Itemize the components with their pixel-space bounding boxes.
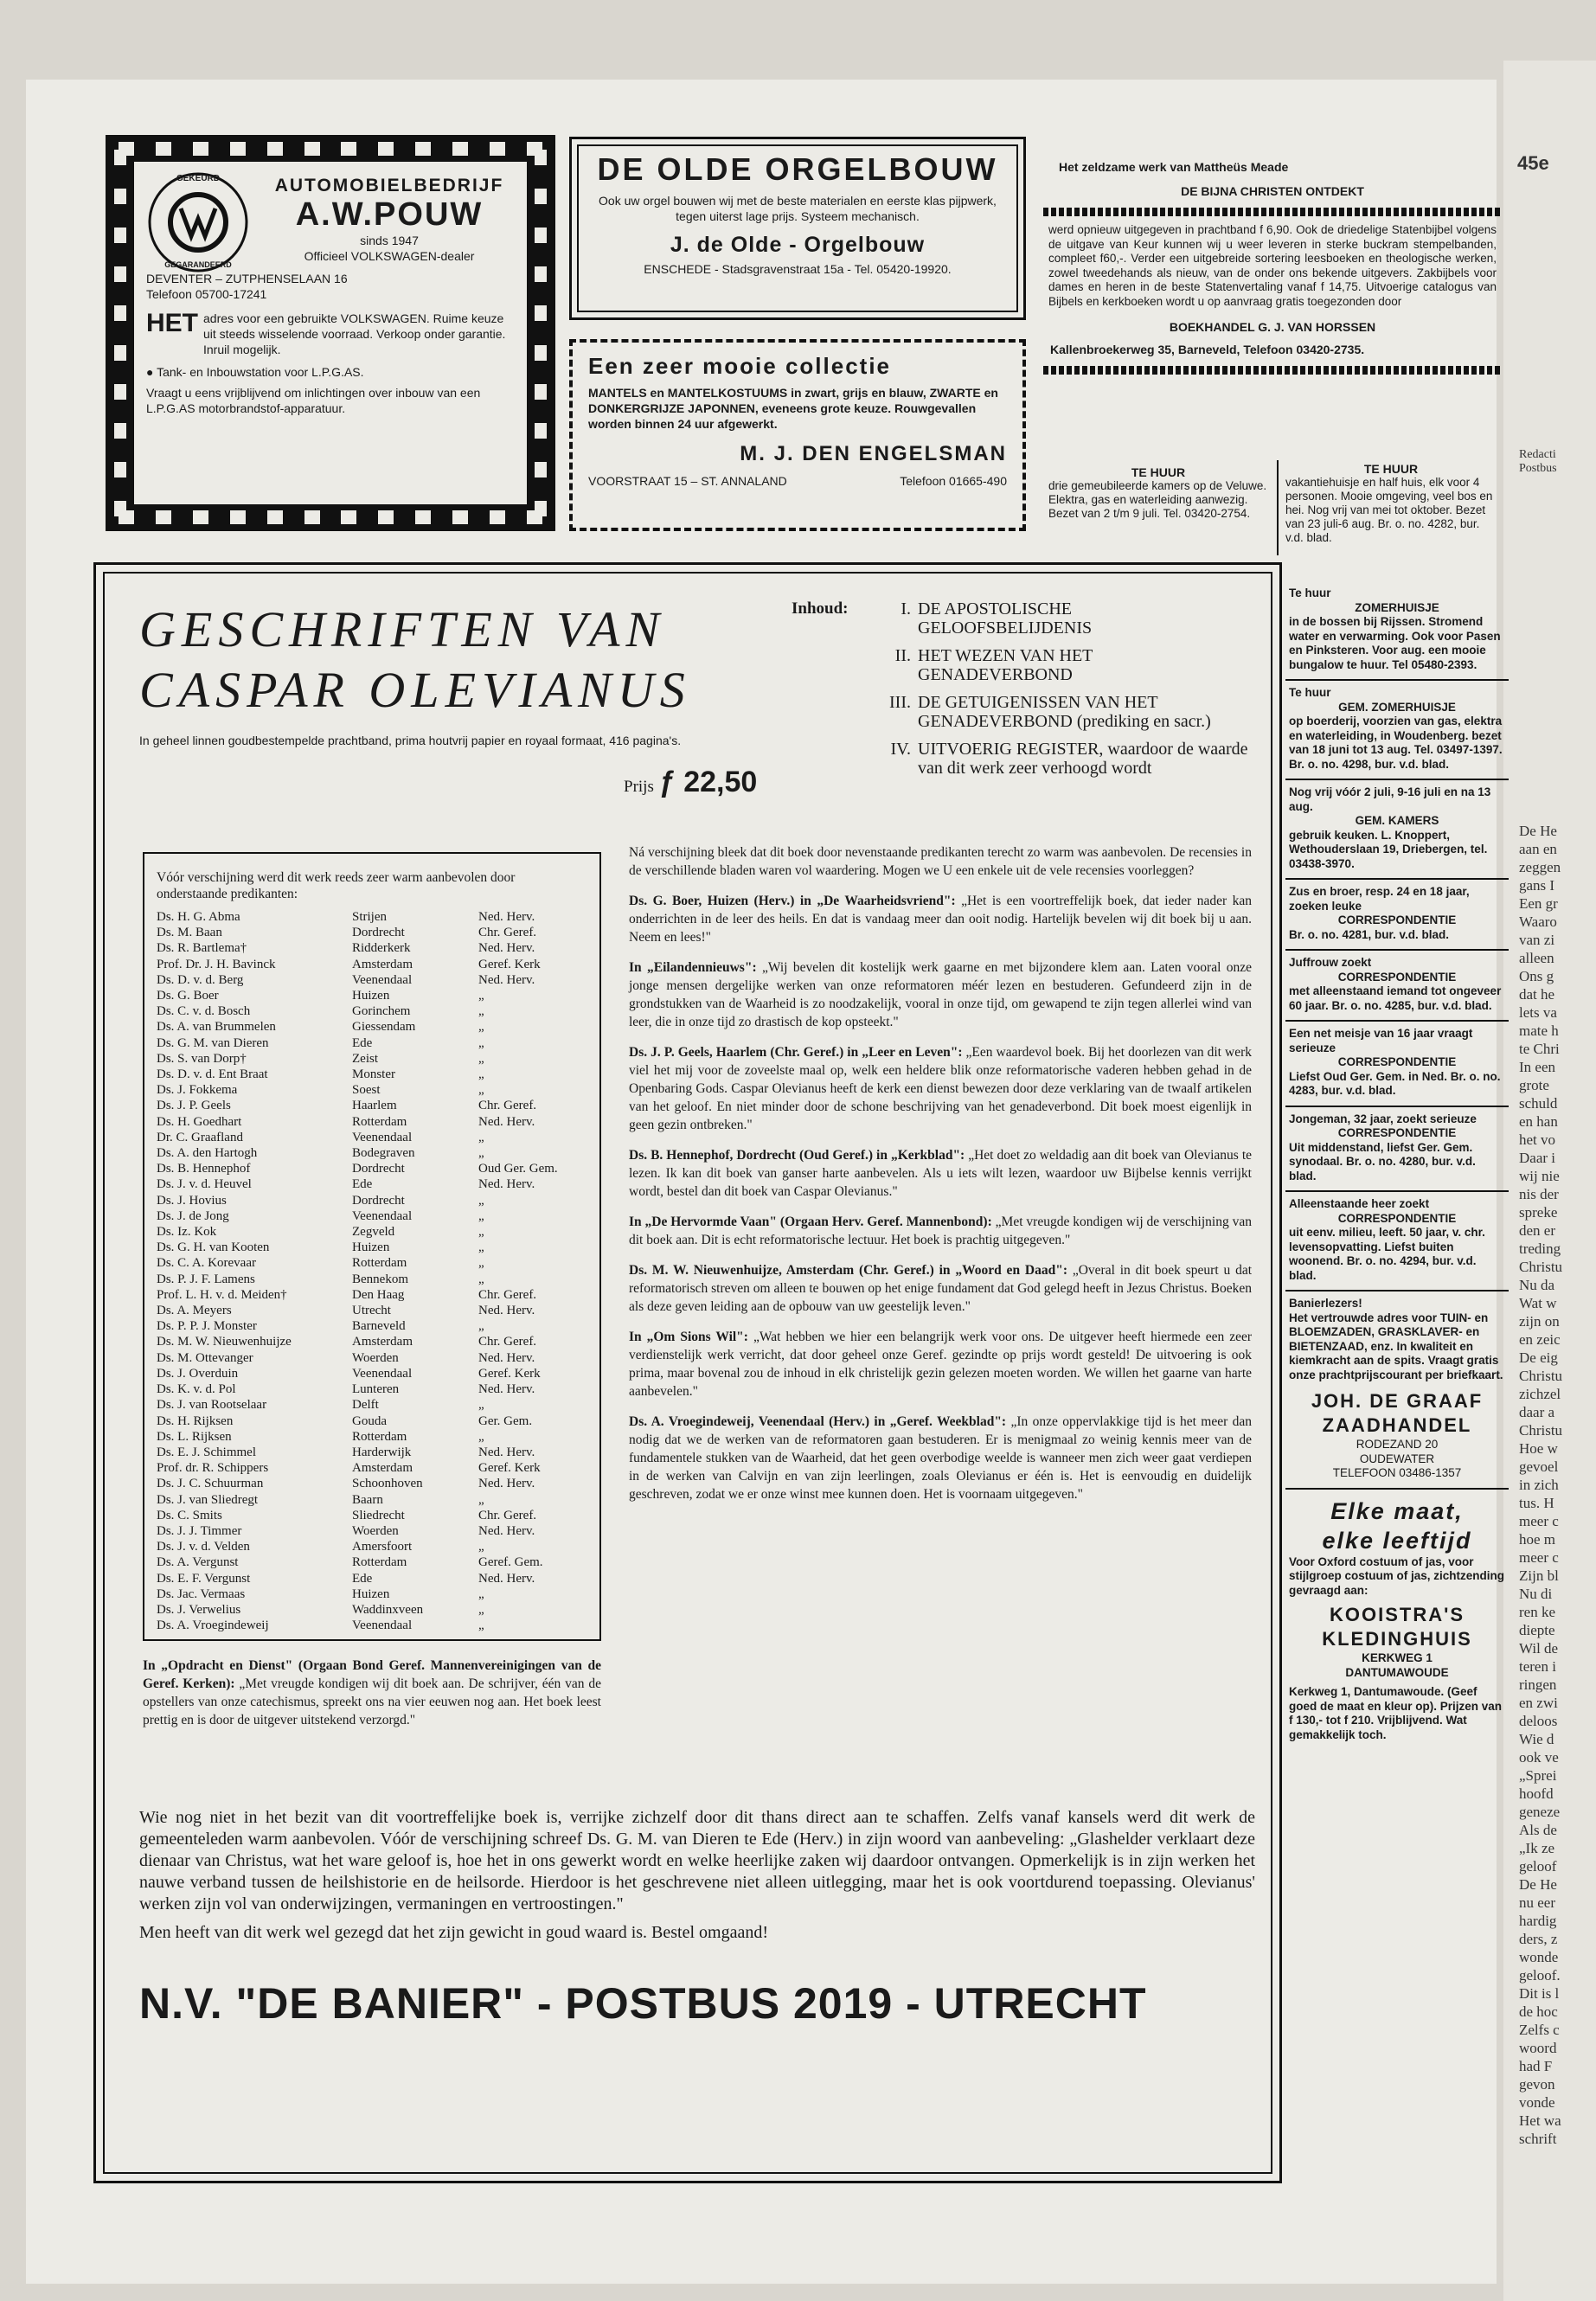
side-ad-kooistra: Elke maat, elke leeftijd Voor Oxford costuum of jas, voor stijlgroep costuum of jas, zichtzending gevraagd aan: KOOISTRA'S KLEDINGHUIS KERKWEG 1 DANTUMAWOUDE Kerkweg 1, Dantumawoude. (Geef goed de maat en kleur op). Prijzen van f 130,- tot f 210. Vrijblijvend. Wat gemakkelijk toch. [1289,1497,1505,1741]
tehuur2-text: vakantiehuisje en half huis, elk voor 4 personen. Mooie omgeving, veel bos en hei. Nog vrij van mei tot oktober. Bezet van 23 juli-6 aug. Br. o. no. 4282, bur. v.d. blad. [1285,476,1493,544]
table-row: Ds. A. Vergunst Rotterdam Geref. Gem. [157,1555,543,1570]
fragment-line: teren i [1519,1658,1556,1675]
table-row: Ds. L. Rijksen Rotterdam „ [157,1429,484,1444]
side-ad-zomerhuisje: Te huur ZOMERHUISJE in de bossen bij Rijssen. Stromend water en verwarming. Ook voor Pasen en Pinksteren. Voor aug. een mooie bungalow te huur. Tel 05480-2393. [1285,581,1509,681]
table-row: Ds. D. v. d. Ent Braat Monster „ [157,1067,484,1082]
table-row: Ds. Jac. Vermaas Huizen „ [157,1586,484,1601]
olde-address: ENSCHEDE - Stadsgravenstraat 15a - Tel. 05420-19920. [644,262,952,276]
vw-logo: GEKEURD GEGARANDEERD [146,170,250,274]
reviews-intro: Ná verschijning bleek dat dit boek door nevenstaande predikanten terecht zo warm was aanbevolen. De recensies in de verschillende bladen waren vol waardering. Mogen we U een enkele uit de vele recensies voorleggen? [629,845,1252,878]
pouw-info: Vraagt u eens vrijblijvend om inlichtingen over inbouw van een L.P.G.AS motorbrandstof-apparatuur. [146,386,481,415]
inhoud: Inhoud: I. DE APOSTOLISCHE GELOOFSBELIJDENIS II. HET WEZEN VAN HET GENADEVERBOND III. DE GETUIGENISSEN VAN HET GENADEVERBOND (prediking en sacr.) IV. UITVOERIG REGISTER, waardoor de waarde van dit werk zeer verhoogd wordt [792,599,1250,786]
tehuur1-text: drie gemeubileerde kamers op de Veluwe. Elektra, gas en waterleiding aanwezig. Bezet van 2 t/m 9 juli. Tel. 03420-2754. [1048,479,1267,520]
fragment-line: geloof. [1519,1967,1561,1984]
fragment-line: Daar i [1519,1150,1556,1166]
main-title-line2: CASPAR OLEVIANUS [139,662,691,718]
fragment-line: geloof [1519,1858,1557,1875]
predikanten-intro: Vóór verschijning werd dit werk reeds zeer warm aanbevolen door onderstaande predikanten: [157,870,516,901]
fragment-line: Dit is l [1519,1985,1560,2002]
fragment-line: had F [1519,2058,1553,2074]
table-row: Ds. G. M. van Dieren Ede „ [157,1035,484,1050]
ad-engelsman [569,339,1026,531]
fragment-line: Het wa [1519,2112,1561,2129]
fragment-line: De eig [1519,1349,1558,1366]
fragment-line: Christu [1519,1422,1563,1439]
table-row: Ds. M. Baan Dordrecht Chr. Geref. [157,926,537,940]
table-row: Ds. J. Hovius Dordrecht „ [157,1193,484,1208]
table-row: Ds. C. v. d. Bosch Gorinchem „ [157,1004,484,1019]
pouw-name: A.W.POUW [295,196,484,233]
pouw-het: HET [146,309,198,337]
pouw-het-text: adres voor een gebruikte VOLKSWAGEN. Ruime keuze uit steeds wisselende voorraad. Verkoop onder garantie. Inruil mogelijk. [203,311,506,356]
next-page-text-fragments [1519,822,1562,2148]
engelsman-text: MANTELS en MANTELKOSTUUMS in zwart, grijs en blauw, ZWARTE en DONKERGRIJZE JAPONNEN, eveneens grote keuze. Rouwgevallen worden binnen 24 uur afgewerkt. [588,386,998,431]
table-row: Ds. P. P. J. Monster Barneveld „ [157,1319,484,1334]
ad-tehuur-1 [1043,464,1273,550]
side-ad-corr4: Jongeman, 32 jaar, zoekt serieuze CORRESPONDENTIE Uit middenstand, liefst Ger. Gem. synodaal. Br. o. no. 4280, bur. v.d. blad. [1285,1107,1509,1193]
table-row: Ds. P. J. F. Lamens Bennekom „ [157,1272,484,1286]
review-item: In „Om Sions Wil": „Wat hebben we hier een belangrijk werk voor ons. De uitgever heeft hiermede een zeer verdienstelijk werk verricht, dat door geheel onze Geref. gezindte op prijs wordt gesteld! De uitvoering is ook prima, maar bovenal zou de inhoud in elk christelijk gezin gelezen moeten worden. We willen het gaarne van harte aanbevelen." [629,1330,1252,1399]
fragment-line: Nu da [1519,1277,1555,1293]
table-row: Ds. H. Goedhart Rotterdam Ned. Herv. [157,1114,535,1129]
fragment-line: nis der [1519,1186,1559,1202]
fragment-line: ringen [1519,1676,1557,1693]
fragment-line: ook ve [1519,1749,1559,1766]
next-page-edge [1503,61,1596,2301]
fragment-line: lets va [1519,1004,1557,1021]
side-ad-kamers: Nog vrij vóór 2 juli, 9-16 juli en na 13 aug. GEM. KAMERS gebruik keuken. L. Knoppert, Wethouderslaan 19, Driebergen, tel. 03438-3970. [1285,780,1509,880]
fragment-line: den er [1519,1222,1556,1239]
main-title-line1: GESCHRIFTEN VAN [139,601,666,657]
table-row: Ds. M. Ottevanger Woerden Ned. Herv. [157,1350,535,1365]
table-row: Ds. G. H. van Kooten Huizen „ [157,1240,484,1255]
predikanten-box [143,852,601,1641]
table-row: Ds. E. F. Vergunst Ede Ned. Herv. [157,1571,535,1586]
table-row: Ds. A. Meyers Utrecht Ned. Herv. [157,1304,535,1318]
side-ad-corr3: Een net meisje van 16 jaar vraagt serieuze CORRESPONDENTIE Liefst Oud Ger. Gem. in Ned. Br. o. no. 4283, bur. v.d. blad. [1285,1022,1509,1107]
fragment-line: alleen [1519,950,1554,966]
fragment-line: nu eer [1519,1894,1556,1911]
fragment-line: en zeic [1519,1331,1561,1348]
reviews-column [629,843,1252,1516]
fragment-line: gans I [1519,877,1555,894]
fragment-line: deloos [1519,1713,1558,1729]
table-row: Ds. J. P. Geels Haarlem Chr. Geref. [157,1099,537,1113]
fragment-line: schuld [1519,1095,1558,1112]
table-row: Ds. J. Overduin Veenendaal Geref. Kerk [157,1366,541,1381]
predikanten-table [157,909,561,1633]
table-row: Ds. J. de Jong Veenendaal „ [157,1208,484,1223]
fragment-line: woord [1519,2040,1557,2056]
meade-text: werd opnieuw uitgegeven in prachtband f 6,90. Ook de driedelige Statenbijbel volgens de uitgave van Keur kunnen wij u weer leveren in sterke buckram stempelbanden, compleet f60,-. Verder een uitgebreide sortering leesboeken en theologische werken, zowel tweedehands als nieuw, van de onder ons bekende uitgevers. Zakbijbels voor dames en heren in de beste Statenvertaling vanaf f 14,75. Uitvoerige catalogus van Bijbels en kerkboeken wordt u op aanvraag gratis toegezonden door [1048,223,1497,308]
fragment-line: mate h [1519,1022,1559,1039]
ad-pouw [106,135,555,531]
table-row: Ds. J. v. d. Heuvel Ede Ned. Herv. [157,1177,535,1192]
fragment-line: Christu [1519,1368,1563,1384]
pouw-title: AUTOMOBIELBEDRIJF [274,176,504,195]
fragment-line: Christu [1519,1259,1563,1275]
table-row: Ds. J. J. Timmer Woerden Ned. Herv. [157,1523,535,1538]
fragment-line: Hoe w [1519,1440,1558,1457]
inhoud-item: III. DE GETUIGENISSEN VAN HET GENADEVERBOND (prediking en sacr.) [889,693,1211,731]
fragment-line: en zwi [1519,1695,1558,1711]
fragment-line: grote [1519,1077,1549,1093]
fragment-line: schrift [1519,2131,1557,2147]
fragment-line: dat he [1519,986,1555,1003]
tehuur2-title: TE HUUR [1363,462,1419,476]
tehuur1-title: TE HUUR [1131,465,1186,479]
fragment-line: wonde [1519,1949,1559,1965]
table-row: Dr. C. Graafland Veenendaal „ [157,1130,484,1144]
fragment-line: in zich [1519,1477,1559,1493]
fragment-line: daar a [1519,1404,1555,1420]
table-row: Ds. Iz. Kok Zegveld „ [157,1225,484,1240]
olde-title: DE OLDE ORGELBOUW [597,151,998,187]
fragment-line: Wil de [1519,1640,1559,1657]
inhoud-item: IV. UITVOERIG REGISTER, waardoor de waarde van dit werk zeer verhoogd wordt [890,740,1248,778]
fragment-line: Een gr [1519,895,1558,912]
publisher-footer: N.V. "DE BANIER" - POSTBUS 2019 - UTRECHT [139,1979,1147,2028]
pouw-address: DEVENTER – ZUTPHENSELAAN 16 [146,272,348,285]
table-row: Ds. S. van Dorp† Zeist „ [157,1051,484,1066]
review-left: In „Opdracht en Dienst" (Orgaan Bond Geref. Mannenvereinigingen van de Geref. Kerken): „Met vreugde kondigen wij dit boek aan. De schrijver, één van de opstellers van onze catechismus, spreekt ons na vier eeuwen nog aan. Het boek leest prettig en is door de uitgever uitstekend verzorgd." [143,1658,601,1727]
pouw-since: sinds 1947 [360,234,419,247]
side-ad-kamer: Te huur GEM. ZOMERHUISJE op boerderij, voorzien van gas, elektra en waterleiding, in Woudenberg. bezet van 18 juni tot 13 aug. Tel. 03497-1397. Br. o. no. 4298, bur. v.d. blad. [1285,681,1509,780]
inhoud-item: II. HET WEZEN VAN HET GENADEVERBOND [894,646,1093,684]
main-subtitle: In geheel linnen goudbestempelde prachtband, prima houtvrij papier en royaal formaat, 416 pagina's. [139,734,682,747]
fragment-line: de hoc [1519,2003,1558,2020]
fragment-line: meer c [1519,1549,1559,1566]
table-row: Ds. A. van Brummelen Giessendam „ [157,1020,484,1035]
table-row: Ds. M. W. Nieuwenhuijze Amsterdam Chr. Geref. [157,1335,537,1349]
fragment-line: Zijn bl [1519,1567,1559,1584]
table-row: Prof. dr. R. Schippers Amsterdam Geref. Kerk [157,1461,541,1476]
fragment-line: wij nie [1519,1168,1560,1184]
fragment-line: tus. H [1519,1495,1554,1511]
table-row: Ds. G. Boer Huizen „ [157,989,484,1003]
review-item: Ds. J. P. Geels, Haarlem (Chr. Geref.) in „Leer en Leven": „Een waardevol boek. Bij het doorlezen van dit werk viel het mij voor de zoveelste maal op, welk een heldere blik onze reformatorische vaderen hebben gehad in de Openbaring Gods. Caspar Olevianus heeft de kerk een dienst bewezen door deze verklaring van de twaalf artikelen van het geloof. En niet minder door de schone beschrijving van het genadeverbond. Dit boek moest eigenlijk in geen gezin ontbreken." [629,1045,1252,1132]
pouw-station: ● Tank- en Inbouwstation voor L.P.G.AS. [146,365,364,379]
table-row: Ds. J. v. d. Velden Amersfoort „ [157,1540,484,1554]
olde-text: Ook uw orgel bouwen wij met de beste materialen en eerste klas pijpwerk, tegen uiterst lage prijs. Systeem mechanisch. [599,194,997,223]
fragment-line: ren ke [1519,1604,1556,1620]
fragment-line: De He [1519,823,1557,839]
table-row: Ds. J. Verwelius Waddinxveen „ [157,1602,484,1617]
fragment-line: De He [1519,1876,1557,1893]
fragment-line: geneze [1519,1804,1561,1820]
table-row: Ds. D. v. d. Berg Veenendaal Ned. Herv. [157,972,535,987]
fragment-line: Zelfs c [1519,2022,1560,2038]
engelsman-name: M. J. DEN ENGELSMAN [740,442,1007,465]
table-row: Ds. J. C. Schuurman Schoonhoven Ned. Herv. [157,1477,535,1491]
fragment-line: hoe m [1519,1531,1556,1548]
review-item: Ds. B. Hennephof, Dordrecht (Oud Geref.) in „Kerkblad": „Het doet zo weldadig aan dit boek van Olevianus te lezen. Ik kan dit boek van ganser harte aanbevelen. Als u iets wilt lezen, waardoor uw Bijbelse kennis verrijkt wordt, bestel dan dit boek van Caspar Olevianus." [629,1148,1252,1199]
fragment-line: zijn on [1519,1313,1560,1330]
side-ad-graaf: Banierlezers! Het vertrouwde adres voor TUIN- en BLOEMZADEN, GRASKLAVER- en BIETENZAAD, enz. In kwaliteit en kiemkracht aan de spits. Vraagt gratis onze prachtprijscourant per briefkaart. JOH. DE GRAAF ZAADHANDEL RODEZAND 20 OUDEWATER TELEFOON 03486-1357 [1285,1292,1509,1490]
fragment-line: spreke [1519,1204,1558,1221]
fragment-line: Nu di [1519,1586,1553,1602]
table-row: Ds. C. A. Korevaar Rotterdam „ [157,1256,484,1271]
fragment-line: Ons g [1519,968,1554,984]
fragment-line: het vo [1519,1131,1556,1148]
fragment-line: diepte [1519,1622,1555,1638]
fragment-line: „Ik ze [1519,1840,1555,1856]
review-item: Ds. A. Vroegindeweij, Veenendaal (Herv.) in „Geref. Weekblad": „In onze oppervlakkige tijd is het meer dan nodig dat we de werken van de reformatoren gaan bestuderen. Er is menigmaal zo weinig kennis meer van de fundamentele stukken van de Waarheid, dat het geen overbodige weelde is wanneer men zich weer gaat verdiepen in de werken van Calvijn en van zijn leerlingen, zoals Olevianus er één is. Het is eenvoudig en duidelijk geschreven, zodat we er onze winst mee kunnen doen. Het is voornaam uitgegeven." [629,1414,1253,1502]
fragment-line: hardig [1519,1913,1557,1929]
fragment-line: te Chri [1519,1041,1560,1057]
fragment-line: Als de [1519,1822,1557,1838]
fragment-line: Wie d [1519,1731,1554,1747]
fragment-line: treding [1519,1240,1561,1257]
fragment-line: zichzel [1519,1386,1561,1402]
meade-title: DE BIJNA CHRISTEN ONTDEKT [1181,184,1364,198]
table-row: Ds. J. van Sliedregt Baarn „ [157,1492,484,1507]
pouw-phone: Telefoon 05700-17241 [146,287,267,301]
fragment-line: Waaro [1519,913,1557,930]
table-row: Ds. B. Hennephof Dordrecht Oud Ger. Gem. [157,1162,558,1176]
review-item: In „De Hervormde Vaan" (Orgaan Herv. Geref. Mannenbond): „Met vreugde kondigen wij de verschijning van dit boek aan. Dit is echt reformatorische lectuur. Het boek is prachtig uitgegeven." [629,1215,1253,1247]
table-row: Ds. C. Smits Sliedrecht Chr. Geref. [157,1508,537,1522]
fragment-line: aan en [1519,841,1557,857]
fragment-line: „Sprei [1519,1767,1557,1784]
fragment-line: zeggen [1519,859,1561,875]
fragment-line: hoofd [1519,1785,1554,1802]
ad-tehuur-2 [1280,460,1502,555]
fragment-line: meer c [1519,1513,1559,1529]
closing-text-2: Men heeft van dit werk wel gezegd dat het zijn gewicht in goud waard is. Bestel omgaand! [139,1923,768,1942]
meade-shop: BOEKHANDEL G. J. VAN HORSSEN [1169,320,1376,334]
redactie-fragment: Redacti Postbus [1519,448,1557,475]
table-row: Ds. A. Vroegindeweij Veenendaal „ [157,1618,484,1633]
table-row: Ds. R. Bartlema† Ridderkerk Ned. Herv. [157,941,535,956]
ad-olevianus [93,562,1282,2183]
table-row: Ds. J. van Rootselaar Delft „ [157,1398,484,1413]
review-item: Ds. G. Boer, Huizen (Herv.) in „De Waarheidsvriend": „Het is een voortreffelijk boek, dat ieder nader kan onderrichten in de leer des heils. En dat is vandaag meer dan ooit nodig. Hartelijk bevelen wij dit boek bij u aan. Neem en lees!" [629,894,1252,945]
review-item: Ds. M. W. Nieuwenhuijze, Amsterdam (Chr. Geref.) in „Woord en Daad": „Overal in dit boek speurt u dat reformatorisch streven om alleen te bouwen op het enige fundament dat God gelegd heeft in Jezus Christus. Boeken als deze geven leiding aan de opbouw van uw geestelijk leven." [629,1263,1253,1314]
table-row: Prof. Dr. J. H. Bavinck Amsterdam Geref. Kerk [157,957,541,971]
fragment-line: In een [1519,1059,1556,1075]
engelsman-phone: Telefoon 01665-490 [900,474,1007,488]
side-ad-corr2: Juffrouw zoekt CORRESPONDENTIE met alleenstaand iemand tot ongeveer 60 jaar. Br. o. no. 4285, bur. v.d. blad. [1285,951,1509,1022]
pouw-dealer: Officieel VOLKSWAGEN-dealer [304,249,475,263]
page-number: 45e [1517,152,1549,174]
meade-address: Kallenbroekerweg 35, Barneveld, Telefoon 03420-2735. [1050,343,1365,356]
ad-olde [569,137,1026,320]
side-ad-corr1: Zus en broer, resp. 24 en 18 jaar, zoeken leuke CORRESPONDENTIE Br. o. no. 4281, bur. v.d. blad. [1285,880,1509,951]
newspaper-page [26,80,1505,2284]
table-row: Ds. H. G. Abma Strijen Ned. Herv. [157,910,535,924]
fragment-line: en han [1519,1113,1558,1130]
closing-text: Wie nog niet in het bezit van dit voortreffelijke boek is, verrijke zichzelf door dit thans direct aan te schaffen. Zelfs vanaf kansels werd dit werk de gemeenteleden warm aanbevolen. Vóór de verschijning schreef Ds. G. M. van Dieren te Ede (Herv.) in zijn woord van aanbeveling: „Glashelder verklaart deze dienaar van Christus, wat het ware geloof is, hoe het in ons gewerkt wordt en welke heerlijke zaken wij daardoor ontvangen. Opmerkelijk is in zijn werken het nauwe verband tussen de heilshistorie en de heilsorde. Hierdoor is het geschrevene niet alleen uitlegging, maar het is ook voortdurend toepassing. Olevianus' werken zijn vol van onderwijzingen, vermaningen en vertroostingen." Men heeft van dit werk wel gezegd dat het zijn gewicht in goud waard is. Bestel omgaand! [139,1808,1255,1942]
review-item: In „Eilandennieuws": „Wij bevelen dit kostelijk werk gaarne en met bijzondere klem aan. Laten vooral onze jonge mensen dergelijke werken van onze reformatoren méér lezen en bestuderen. Gefundeerd zijn in de grondstukken van de Waarheid is zo noodzakelijk, vooral in onze tijd, om gewapend te zijn tegen allerlei wind van leer, die in onze tijd zo drastisch de kop opsteekt." [629,960,1252,1029]
table-row: Ds. K. v. d. Pol Lunteren Ned. Herv. [157,1382,535,1397]
side-ad-corr5: Alleenstaande heer zoekt CORRESPONDENTIE uit eenv. milieu, leeft. 50 jaar, v. chr. levensopvatting. Liefst buiten woonend. Br. o. no. 4294, bur. v.d. blad. [1285,1192,1509,1292]
table-row: Ds. A. den Hartogh Bodegraven „ [157,1146,484,1161]
side-column [1285,581,1509,1749]
fragment-line: gevon [1519,2076,1555,2093]
engelsman-address: VOORSTRAAT 15 – ST. ANNALAND [588,474,787,488]
table-row: Ds. J. Fokkema Soest „ [157,1083,484,1098]
fragment-line: gevoel [1519,1458,1559,1475]
fragment-line: ders, z [1519,1931,1558,1947]
fragment-line: van zi [1519,932,1555,948]
table-row: Ds. H. Rijksen Gouda Ger. Gem. [157,1413,533,1428]
price: Prijs ƒ 22,50 [624,766,758,798]
meade-intro: Het zeldzame werk van Mattheüs Meade [1059,160,1289,174]
fragment-line: vonde [1519,2094,1555,2111]
inhoud-item: I. DE APOSTOLISCHE GELOOFSBELIJDENIS [901,599,1093,638]
engelsman-title: Een zeer mooie collectie [588,353,892,379]
table-row: Ds. E. J. Schimmel Harderwijk Ned. Herv. [157,1445,535,1459]
table-row: Prof. L. H. v. d. Meiden† Den Haag Chr. Geref. [157,1287,537,1302]
fragment-line: Wat w [1519,1295,1557,1311]
olde-name: J. de Olde - Orgelbouw [670,233,926,257]
